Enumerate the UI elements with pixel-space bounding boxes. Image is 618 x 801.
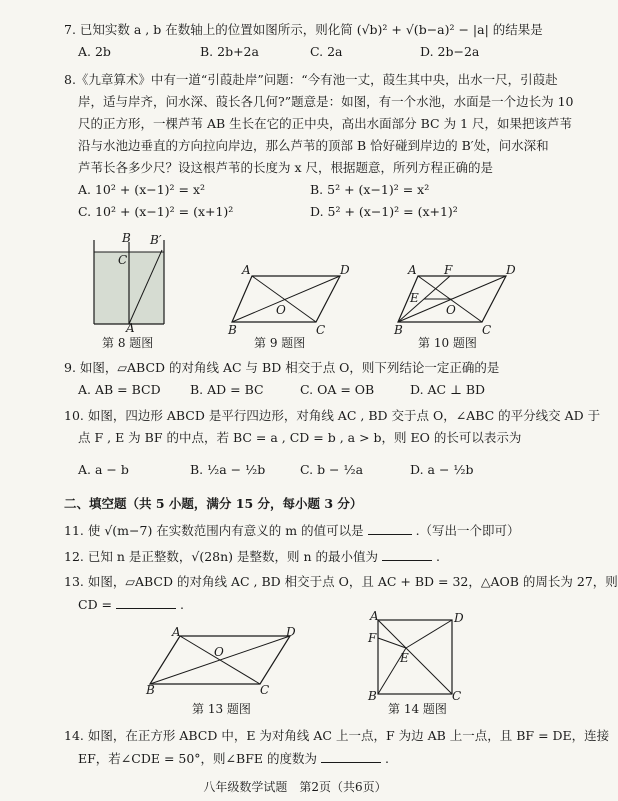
- figure-10-parallelogram: [394, 262, 514, 336]
- q12-text: 12. 已知 n 是正整数，√(28n) 是整数，则 n 的最小值为: [64, 549, 378, 564]
- fig10-label-f: F: [444, 263, 453, 277]
- section-2-heading: 二、填空题（共 5 小题，满分 15 分，每小题 3 分）: [64, 496, 363, 511]
- q9-option-c: C. OA = OB: [300, 382, 375, 397]
- q12-end: .: [435, 549, 440, 564]
- fig14-label-a: A: [370, 609, 379, 623]
- q8-line-2: 岸，适与岸齐，问水深、葭长各几何?”题意是：如图，有一个水池，水面是一个边长为 10: [78, 94, 574, 109]
- q10-option-d: D. a − ½b: [410, 462, 474, 477]
- q12-answer-blank[interactable]: [382, 548, 432, 561]
- q12: [64, 548, 440, 565]
- q7-option-b: B. 2b+2a: [200, 44, 259, 59]
- q8-line-4: 沿与水池边垂直的方向拉向岸边，那么芦苇的顶部 B 恰好碰到岸边的 B′处，问水深和: [78, 138, 549, 153]
- figure-14-square: [364, 609, 464, 703]
- fig10-label-c: C: [482, 323, 492, 337]
- q14-line-1: 14. 如图，在正方形 ABCD 中，E 为对角线 AC 上一点，F 为边 AB 上一点，且 BF = DE，连接: [64, 728, 610, 743]
- q11-note: .（写出一个即可）: [415, 523, 520, 538]
- q10-line-1: 10. 如图，四边形 ABCD 是平行四边形，对角线 AC , BD 交于点 O，∠ABC 的平分线交 AD 于: [64, 408, 601, 423]
- fig8-label-c: C: [118, 253, 128, 267]
- fig13-label-b: B: [146, 683, 155, 697]
- q13-end: .: [180, 597, 184, 612]
- q7-option-c: C. 2a: [310, 44, 343, 59]
- q7-stem: 7. 已知实数 a , b 在数轴上的位置如图所示，则化简 (√b)² + √(b−a)² − |a| 的结果是: [64, 22, 543, 37]
- q11: [64, 522, 520, 539]
- q11-answer-blank[interactable]: [368, 522, 412, 535]
- q14-end: .: [384, 751, 389, 766]
- q13-answer-blank[interactable]: [116, 596, 176, 609]
- fig8-label-a: A: [126, 321, 135, 335]
- fig10-caption: 第 10 题图: [418, 336, 477, 350]
- fig14-label-e: E: [400, 651, 409, 665]
- fig14-label-f: F: [368, 631, 377, 645]
- q8-option-b: B. 5² + (x−1)² = x²: [310, 182, 430, 197]
- fig8-caption: 第 8 题图: [102, 336, 154, 350]
- figure-9-parallelogram: [228, 262, 348, 336]
- page-footer: 八年级数学试题 第2页（共6页）: [203, 780, 387, 794]
- fig14-label-c: C: [452, 689, 462, 703]
- fig8-label-bprime: B′: [150, 233, 162, 247]
- q13-line-2: [78, 596, 184, 613]
- q11-text: 11. 使 √(m−7) 在实数范围内有意义的 m 的值可以是: [64, 523, 364, 538]
- fig9-label-d: D: [340, 263, 350, 277]
- fig14-caption: 第 14 题图: [388, 702, 447, 716]
- fig14-label-b: B: [368, 689, 377, 703]
- fig13-caption: 第 13 题图: [192, 702, 251, 716]
- q8-line-5: 芦苇长各多少尺？设这根芦苇的长度为 x 尺，根据题意，所列方程正确的是: [78, 160, 493, 175]
- q9-stem: 9. 如图，▱ABCD 的对角线 AC 与 BD 相交于点 O，则下列结论一定正确的是: [64, 360, 500, 375]
- fig14-label-d: D: [454, 611, 464, 625]
- q8-line-1: 8.《九章算术》中有一道“引葭赴岸”问题：“今有池一丈，葭生其中央，出水一尺，引葭赴: [64, 72, 558, 87]
- q8-line-3: 尺的正方形，一棵芦苇 AB 生长在它的正中央，高出水面部分 BC 为 1 尺，如果把该芦苇: [78, 116, 572, 131]
- fig13-label-a: A: [172, 625, 181, 639]
- fig10-label-e: E: [410, 291, 419, 305]
- q10-option-c: C. b − ½a: [300, 462, 364, 477]
- q10-line-2: 点 F , E 为 BF 的中点，若 BC = a , CD = b , a > b，则 EO 的长可以表示为: [78, 430, 522, 445]
- fig10-label-d: D: [506, 263, 516, 277]
- fig10-label-a: A: [408, 263, 417, 277]
- q14-text: EF，若∠CDE = 50°，则∠BFE 的度数为: [78, 751, 317, 766]
- q13-text: CD =: [78, 597, 113, 612]
- figure-13-parallelogram: [146, 626, 296, 696]
- q10-option-b: B. ½a − ½b: [190, 462, 266, 477]
- fig9-label-b: B: [228, 323, 237, 337]
- q14-answer-blank[interactable]: [321, 750, 381, 763]
- fig13-label-c: C: [260, 683, 270, 697]
- segment-de: [406, 620, 452, 648]
- q7-option-a: A. 2b: [78, 44, 111, 59]
- q10-option-a: A. a − b: [78, 462, 129, 477]
- q8-option-a: A. 10² + (x−1)² = x²: [78, 182, 206, 197]
- segment-fe: [378, 638, 406, 648]
- fig13-label-o: O: [214, 645, 224, 659]
- q9-option-d: D. AC ⊥ BD: [410, 382, 486, 397]
- fig10-label-o: O: [446, 303, 456, 317]
- q7-option-d: D. 2b−2a: [420, 44, 480, 59]
- figure-8-pond: [86, 231, 176, 335]
- q9-option-b: B. AD = BC: [190, 382, 264, 397]
- diagonal-ac: [378, 620, 452, 694]
- fig10-label-b: B: [394, 323, 403, 337]
- fig13-label-d: D: [286, 625, 296, 639]
- fig8-label-b: B: [122, 231, 131, 245]
- fig9-label-o: O: [276, 303, 286, 317]
- q14-line-2: [78, 750, 389, 767]
- q8-option-d: D. 5² + (x−1)² = (x+1)²: [310, 204, 458, 219]
- q9-option-a: A. AB = BCD: [78, 382, 161, 397]
- q8-option-c: C. 10² + (x−1)² = (x+1)²: [78, 204, 234, 219]
- q13-line-1: 13. 如图，▱ABCD 的对角线 AC , BD 相交于点 O，且 AC + BD = 32，△AOB 的周长为 27，则: [64, 574, 618, 589]
- fig9-label-a: A: [242, 263, 251, 277]
- fig9-caption: 第 9 题图: [254, 336, 306, 350]
- fig9-label-c: C: [316, 323, 326, 337]
